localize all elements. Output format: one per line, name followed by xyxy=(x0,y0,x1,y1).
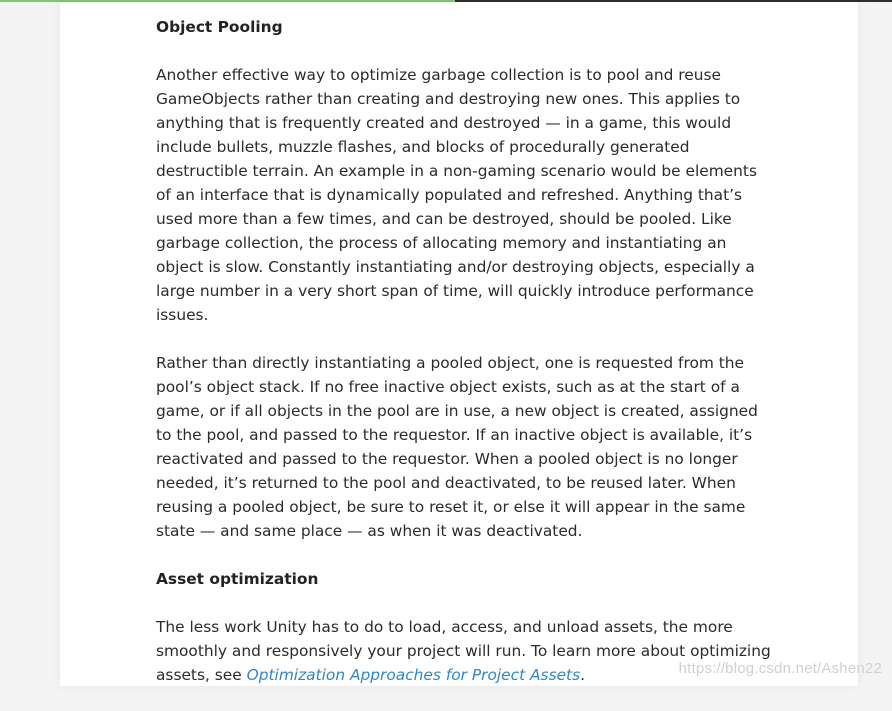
article-body xyxy=(156,15,776,711)
heading-asset-optimization: Asset optimization xyxy=(156,570,319,588)
asset-optimization-period: . xyxy=(580,666,586,684)
heading-object-pooling: Object Pooling xyxy=(156,18,283,36)
paragraph-object-pooling-intro: Another effective way to optimize garbage collection is to pool and reuse GameObjects rather than creating and destroying new ones. This applies to anything that is frequently created and destroyed — in a game, this would include bullets, muzzle flashes, and blocks of procedurally generated destructible terrain. An example in a non-gaming scenario would be elements of an interface that is dynamically populated and refreshed. Anything that’s used more than a few times, and can be destroyed, should be pooled. Like garbage collection, the process of allocating memory and instantiating an object is slow. Constantly instantiating and/or destroying objects, especially a large number in a very short span of time, will quickly introduce performance issues. xyxy=(156,66,757,324)
source-watermark: https://blog.csdn.net/Ashen22 xyxy=(678,660,882,677)
article-page xyxy=(60,2,858,686)
paragraph-object-pooling-usage: Rather than directly instantiating a pooled object, one is requested from the pool’s object stack. If no free inactive object exists, such as at the start of a game, or if all objects in the pool are in use, a new object is created, assigned to the pool, and passed to the requestor. If an inactive object is available, it’s reactivated and passed to the requestor. When a pooled object is no longer needed, it’s returned to the pool and deactivated, to be reused later. When reusing a pooled object, be sure to reset it, or else it will appear in the same state — and same place — as when it was deactivated. xyxy=(156,354,758,540)
asset-optimization-text: The less work Unity has to do to load, access, and unload assets, the more smoothly and responsively your project will run. To learn more about optimizing assets, see xyxy=(156,618,771,684)
optimization-approaches-link[interactable]: Optimization Approaches for Project Assets xyxy=(246,666,581,684)
